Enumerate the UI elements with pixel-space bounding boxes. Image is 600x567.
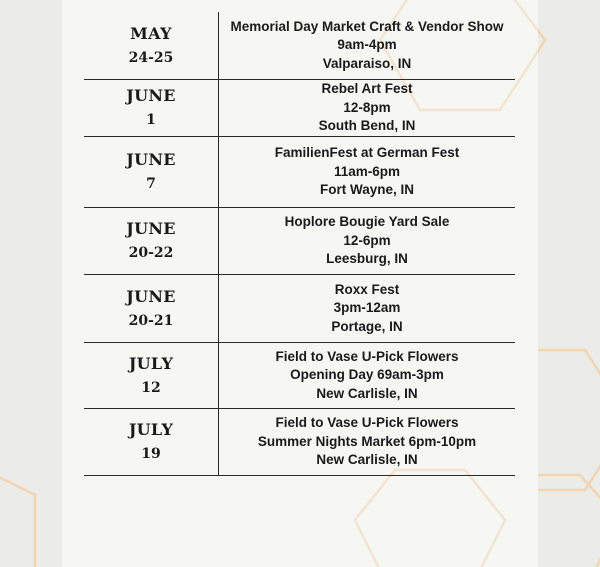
event-location: Leesburg, IN	[326, 251, 408, 267]
hexagon-outline	[355, 470, 505, 567]
event-day: 12	[141, 379, 161, 396]
event-name: FamilienFest at German Fest	[274, 145, 460, 161]
event-row	[84, 12, 515, 80]
event-name: Memorial Day Market Craft & Vendor Show	[230, 18, 504, 34]
event-row	[84, 137, 515, 208]
event-day: 24-25	[128, 49, 174, 66]
event-date	[84, 12, 219, 79]
event-time: 9am-4pm	[337, 37, 397, 53]
event-day: 1	[146, 112, 156, 128]
event-row	[84, 275, 515, 343]
event-date	[84, 275, 219, 342]
event-name: Roxx Fest	[334, 281, 400, 297]
event-date	[84, 137, 219, 207]
event-location: Portage, IN	[331, 318, 403, 334]
event-time: 3pm-12am	[333, 300, 401, 316]
event-time: 12-6pm	[343, 232, 391, 248]
event-details	[219, 12, 515, 79]
event-details	[219, 275, 515, 342]
event-name: Field to Vase U-Pick Flowers	[275, 415, 459, 431]
event-details	[219, 409, 515, 475]
event-date	[84, 409, 219, 475]
event-name: Field to Vase U-Pick Flowers	[275, 348, 459, 364]
event-day: 7	[146, 176, 156, 192]
event-time: Opening Day 69am-3pm	[290, 367, 444, 383]
event-time: Summer Nights Market 6pm-10pm	[257, 433, 477, 449]
event-details	[219, 208, 515, 274]
event-time: 11am-6pm	[333, 163, 401, 179]
event-month: JUNE	[126, 286, 176, 306]
event-location: South Bend, IN	[318, 118, 416, 134]
event-month: MAY	[130, 23, 172, 43]
event-month: JULY	[128, 420, 174, 439]
event-location: Valparaiso, IN	[322, 55, 412, 71]
event-row	[84, 343, 515, 409]
event-row	[84, 80, 515, 137]
event-date	[84, 80, 219, 136]
event-day: 20-22	[128, 245, 174, 261]
event-month: JUNE	[126, 150, 176, 169]
event-month: JUNE	[126, 86, 176, 105]
event-row	[84, 409, 515, 476]
event-day: 19	[141, 446, 161, 462]
event-details	[219, 80, 515, 136]
event-location: New Carlisle, IN	[316, 452, 418, 468]
event-name: Rebel Art Fest	[321, 81, 413, 97]
event-name: Hoplore Bougie Yard Sale	[284, 214, 450, 230]
event-details	[219, 343, 515, 408]
event-day: 20-21	[128, 312, 174, 329]
event-month: JULY	[128, 353, 174, 373]
event-date	[84, 208, 219, 274]
event-date	[84, 343, 219, 408]
event-location: Fort Wayne, IN	[319, 182, 414, 198]
event-month: JUNE	[126, 219, 176, 238]
event-time: 12-8pm	[343, 99, 391, 115]
event-row	[84, 208, 515, 275]
event-schedule-table	[84, 12, 515, 476]
event-details	[219, 137, 515, 207]
event-location: New Carlisle, IN	[316, 385, 418, 401]
